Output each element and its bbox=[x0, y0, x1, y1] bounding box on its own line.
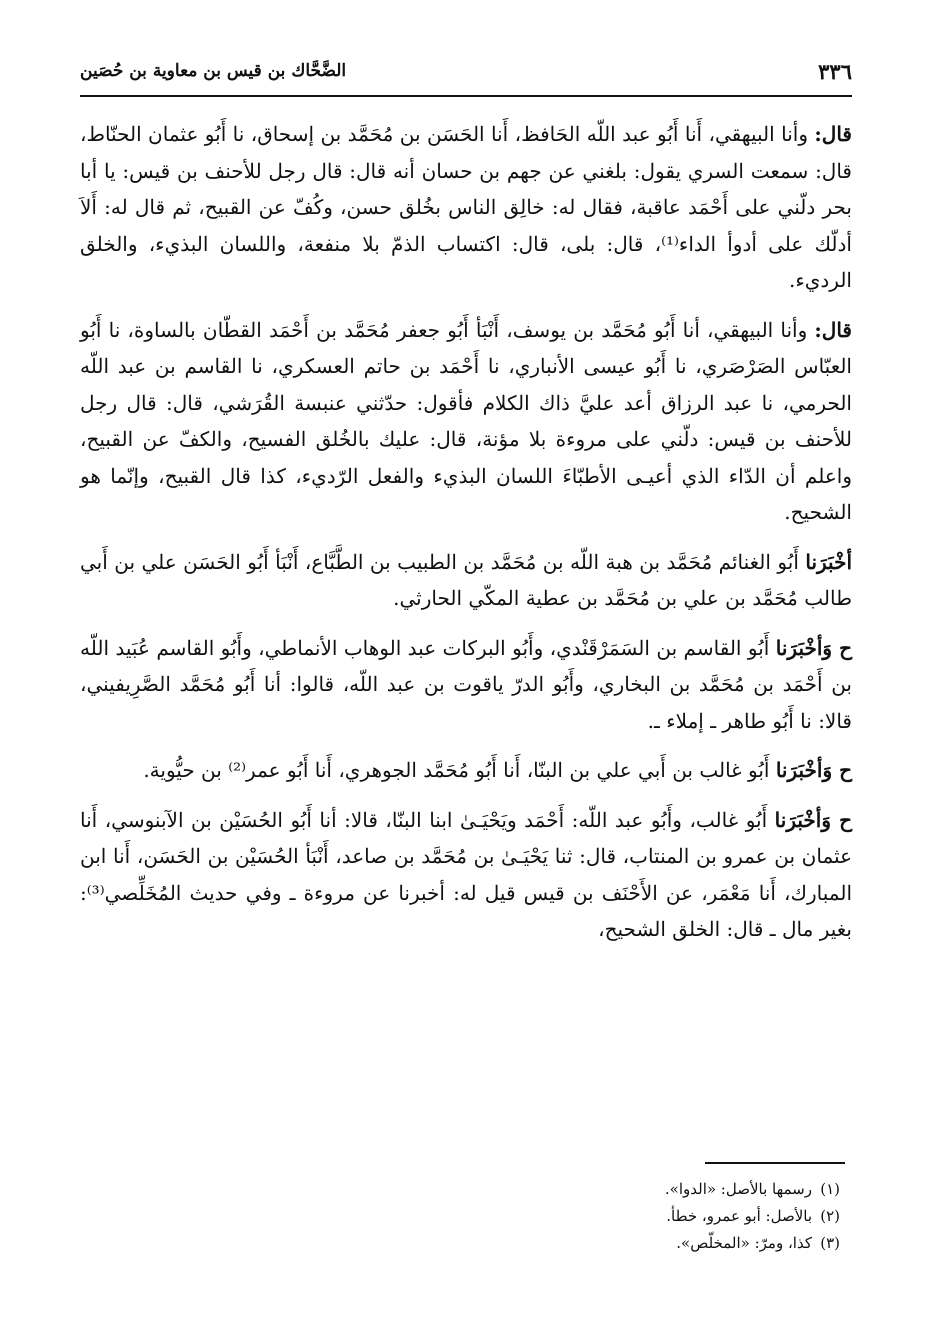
footnote-divider bbox=[705, 1162, 845, 1164]
paragraph-lead: قال: bbox=[814, 317, 852, 342]
paragraph bbox=[80, 544, 852, 617]
paragraph-lead: ح وَأخْبَرَنا bbox=[774, 807, 852, 832]
footnote-number: (١) bbox=[820, 1180, 840, 1198]
footnotes bbox=[80, 1176, 840, 1257]
footnote-text: بالأصل: أبو عمرو، خطأ. bbox=[666, 1207, 812, 1225]
footnote bbox=[80, 1203, 840, 1230]
paragraph-text: أَبُو القاسم بن السَمَرْقَنْدي، وأَبُو البركات عبد الوهاب الأنماطي، وأَبُو القاسم عُبَيد اللّه بن أَحْمَد بن مُحَمَّد بن البخاري، وأَبُو الدرّ ياقوت بن عبد اللّه، قالوا: أنا أَبُو مُحَمَّد الصَّرِيفيني، قالا: نا أَبُو طاهر ـ إملاء ـ. bbox=[80, 635, 852, 733]
main-text bbox=[80, 116, 852, 961]
footnote-text: كذا، ومرّ: «المخلّص». bbox=[676, 1234, 812, 1252]
paragraph-text: أَبُو غالب، وأَبُو عبد اللّه: أَحْمَد ويَحْيَـىٰ ابنا البنّا، قالا: أنا أَبُو الحُسَيْن بن الآبنوسي، أَنا عثمان بن عمرو بن المنتاب، قال: ثنا يَحْيَـىٰ بن مُحَمَّد بن صاعد، أَنْبَأ الحُسَيْن بن الحَسَن، أَنا ابن المبارك، أَنا مَعْمَر، عن الأَحْنَف بن قيس قيل له: أخبرنا عن مروءة ـ وفي حديث المُخَلِّصي⁽³⁾: بغير مال ـ قال: الخلق الشحيح، bbox=[80, 807, 852, 941]
page-header bbox=[80, 55, 852, 97]
paragraph bbox=[80, 630, 852, 740]
paragraph bbox=[80, 312, 852, 531]
paragraph-text: أَبُو الغنائم مُحَمَّد بن هبة اللّه بن مُحَمَّد بن الطبيب بن الطَّبَّاع، أَنْبَأ أَبُو الحَسَن علي بن أَبي طالب مُحَمَّد بن علي بن مُحَمَّد بن عطية المكّي الحارثي. bbox=[80, 549, 852, 610]
paragraph bbox=[80, 116, 852, 299]
footnote-text: رسمها بالأصل: «الدوا». bbox=[664, 1180, 812, 1198]
paragraph-text: وأنا البيهقي، أنا أَبُو مُحَمَّد بن يوسف، أَنْبَأ أَبُو جعفر مُحَمَّد بن أَحْمَد القطّان بالساوة، نا أَبُو العبّاس الصَرْصَري، نا أَبُو عيسى الأنباري، نا أَحْمَد بن حاتم العسكري، نا القاسم بن عبد اللّه الحرمي، نا عبد الرزاق أعد عليَّ ذاك الكلام فأقول: حدّثني عنبسة القُرَشي، قال: قال رجل للأحنف بن قيس: دلّني على مروءة بلا مؤنة، قال: عليك بالخُلق الفسيح، والكفّ عن القبيح، واعلم أن الدّاء الذي أعيـى الأطبّاءَ اللسان البذيء والفعل الرّديء، كذا قال القبيح، وإنّما هو الشحيح. bbox=[80, 317, 852, 524]
paragraph-lead: ح وَأخْبَرَنا bbox=[775, 758, 852, 782]
paragraph-lead: ح وَأخْبَرَنا bbox=[775, 635, 852, 660]
footnote-number: (٢) bbox=[820, 1207, 840, 1225]
paragraph-lead: قال: bbox=[814, 122, 852, 146]
footnote bbox=[80, 1176, 840, 1203]
paragraph-lead: أخْبَرَنا bbox=[805, 549, 852, 574]
paragraph bbox=[80, 802, 852, 948]
paragraph-text: أَبُو غالب بن أَبي علي بن البنّا، أَنا أَبُو مُحَمَّد الجوهري، أَنا أَبُو عمر⁽²⁾ بن حيُّوية. bbox=[143, 758, 776, 782]
footnote bbox=[80, 1230, 840, 1257]
paragraph bbox=[80, 752, 852, 789]
running-title: الضَّحَّاك بن قيس بن معاوية بن حُصَين bbox=[80, 61, 347, 81]
paragraph-text: وأنا البيهقي، أَنا أَبُو عبد اللّه الحَافظ، أَنا الحَسَن بن مُحَمَّد بن إسحاق، نا أَبُو عثمان الحنّاط، قال: سمعت السري يقول: بلغني عن جهم بن حسان أنه قال: قال رجل للأحنف بن قيس: يا أبا بحر دلّني على أَحْمَد عاقبة، فقال له: خالِق الناس بخُلق حسن، وكُفّ عن القبيح، ثم قال له: أَلاَ أدلّك على أدوأ الداء⁽¹⁾، قال: بلى، قال: اكتساب الذمّ بلا منفعة، واللسان البذيء، والخلق الرديء. bbox=[80, 122, 852, 292]
footnote-number: (٣) bbox=[820, 1234, 840, 1252]
page-number: ٣٣٦ bbox=[818, 59, 852, 84]
